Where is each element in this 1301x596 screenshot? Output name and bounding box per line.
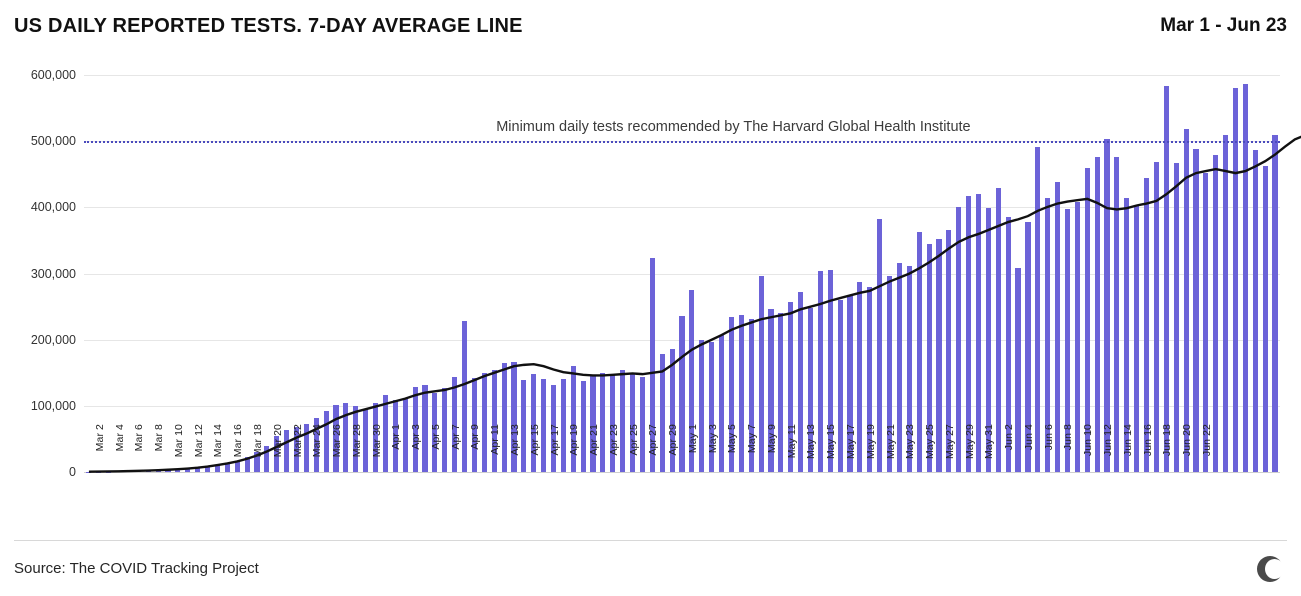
chart-footer [0, 541, 1301, 596]
x-axis-tick-label: Apr 15 [528, 424, 541, 456]
x-axis-tick-label: Apr 25 [627, 424, 640, 456]
x-axis-tick-label: Mar 6 [133, 424, 146, 452]
x-axis-tick-label: Mar 14 [212, 424, 225, 458]
x-axis-tick-label: May 15 [825, 424, 838, 460]
x-axis-tick-label: Apr 29 [667, 424, 680, 456]
x-axis-tick-label: May 23 [904, 424, 917, 460]
x-axis-tick-label: Mar 8 [153, 424, 166, 452]
x-axis-tick-label: May 3 [706, 424, 719, 454]
x-axis-tick-label: May 1 [686, 424, 699, 454]
x-axis-tick-label: Apr 19 [568, 424, 581, 456]
page-title: US DAILY REPORTED TESTS. 7-DAY AVERAGE LINE [14, 14, 523, 37]
x-axis-tick-label: May 27 [943, 424, 956, 460]
x-axis-tick-label: Jun 8 [1062, 424, 1075, 451]
y-axis-tick-label: 0 [69, 465, 76, 479]
x-axis-tick-label: Apr 27 [647, 424, 660, 456]
x-axis-labels-group [84, 424, 1280, 486]
x-axis-tick-label: May 9 [765, 424, 778, 454]
x-axis-tick-label: Jun 12 [1102, 424, 1115, 457]
x-axis-tick-label: May 17 [845, 424, 858, 460]
x-axis-tick-label: Jun 4 [1022, 424, 1035, 451]
x-axis-tick-label: Apr 1 [390, 424, 403, 450]
x-axis-tick-label: Mar 4 [113, 424, 126, 452]
x-axis-tick-label: May 25 [924, 424, 937, 460]
y-axis-tick-label: 600,000 [30, 68, 76, 83]
y-axis-tick-label: 200,000 [30, 332, 76, 347]
x-axis-tick-label: May 31 [983, 424, 996, 460]
x-axis-tick-label: May 11 [785, 424, 798, 459]
covid-tracking-project-logo [1257, 556, 1283, 582]
x-axis-tick-label: May 19 [864, 424, 877, 460]
plot-canvas [30, 62, 1280, 479]
x-axis-tick-label: Apr 5 [429, 424, 442, 450]
x-axis-tick-label: Apr 17 [548, 424, 561, 456]
x-axis-tick-label: Mar 18 [251, 424, 264, 458]
chart-header [0, 0, 1301, 52]
y-axis-tick-label: 400,000 [30, 200, 76, 215]
x-axis-tick-label: Mar 22 [291, 424, 304, 458]
y-axis-tick-label: 500,000 [30, 134, 76, 149]
x-axis-tick-label: Mar 24 [311, 424, 324, 458]
x-axis-tick-label: Apr 21 [588, 424, 601, 456]
x-axis-tick-label: Mar 30 [370, 424, 383, 458]
x-axis-tick-label: Apr 3 [410, 424, 423, 450]
harvard-threshold-label: Minimum daily tests recommended by The Harvard Global Health Institute [496, 119, 971, 136]
x-axis-tick-label: Jun 10 [1082, 424, 1095, 457]
x-axis-tick-label: May 21 [884, 424, 897, 460]
x-axis-tick-label: Jun 2 [1003, 424, 1016, 451]
x-axis-tick-label: Apr 23 [607, 424, 620, 456]
x-axis-tick-label: May 5 [726, 424, 739, 454]
x-axis-tick-label: Mar 26 [331, 424, 344, 458]
x-axis-tick-label: May 13 [805, 424, 818, 460]
y-axis-tick-label: 100,000 [30, 398, 76, 413]
x-axis-tick-label: Mar 2 [93, 424, 106, 452]
x-axis-tick-label: Apr 11 [489, 424, 502, 455]
x-axis-tick-label: Apr 9 [469, 424, 482, 450]
x-axis-tick-label: Jun 20 [1181, 424, 1194, 457]
harvard-threshold-line [84, 141, 1280, 143]
date-range-label: Mar 1 - Jun 23 [1160, 15, 1287, 36]
x-axis-tick-label: Mar 12 [192, 424, 205, 458]
x-axis-tick-label: Mar 20 [271, 424, 284, 458]
x-axis-tick-label: Jun 16 [1141, 424, 1154, 457]
x-axis-tick-label: Apr 7 [449, 424, 462, 450]
y-axis-tick-label: 300,000 [30, 266, 76, 281]
x-axis-tick-label: Jun 6 [1042, 424, 1055, 451]
x-axis-tick-label: Mar 16 [232, 424, 245, 458]
x-axis-tick-label: Mar 10 [172, 424, 185, 458]
x-axis-tick-label: Jun 18 [1161, 424, 1174, 457]
x-axis-tick-label: Apr 13 [508, 424, 521, 456]
x-axis-tick-label: May 7 [746, 424, 759, 454]
source-label: Source: The COVID Tracking Project [14, 560, 259, 577]
x-axis-tick-label: Jun 22 [1200, 424, 1213, 457]
x-axis-tick-label: Mar 28 [350, 424, 363, 458]
x-axis-tick-label: May 29 [963, 424, 976, 460]
x-axis-tick-label: Jun 14 [1121, 424, 1134, 457]
